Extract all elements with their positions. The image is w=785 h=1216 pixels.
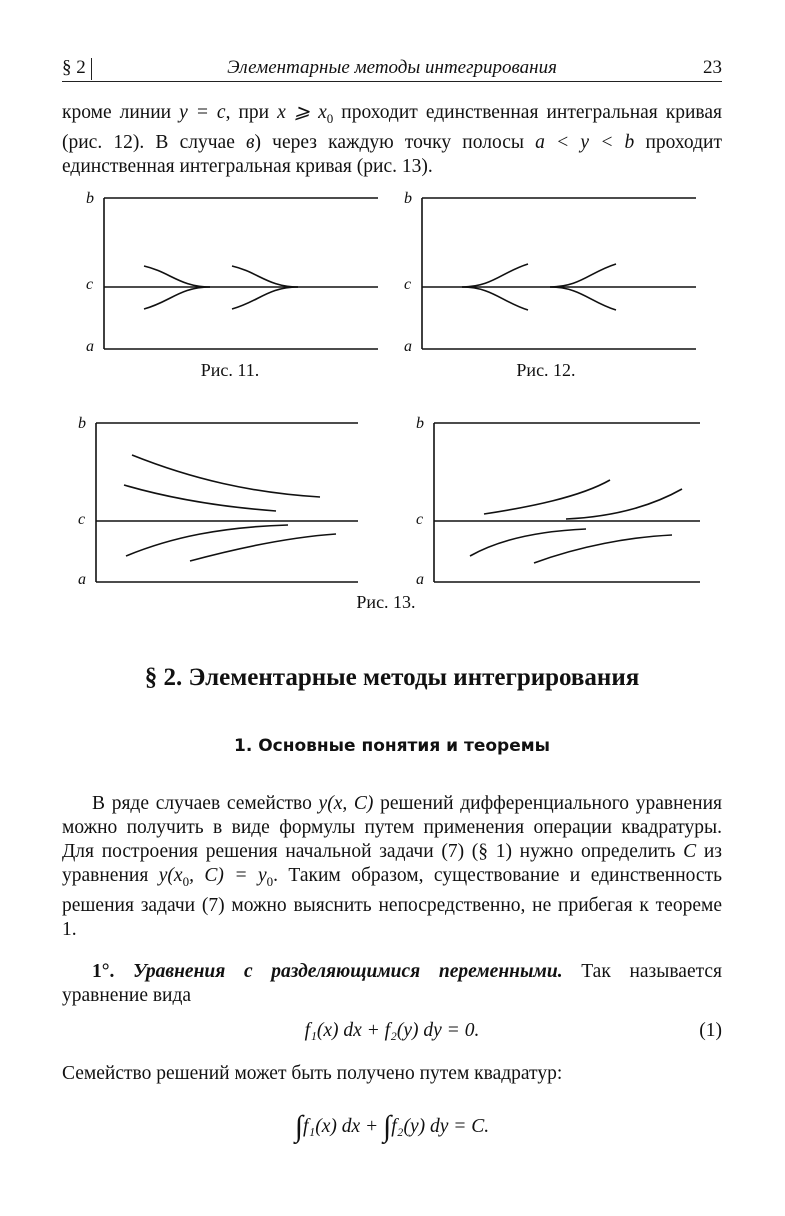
axis-label-b: b	[404, 190, 412, 207]
text-run: В ряде случаев семейство	[92, 793, 319, 814]
axis-label-c: c	[416, 511, 424, 528]
text-run: Так называется уравнение вида	[62, 961, 722, 1006]
integral-sign: ∫	[294, 1110, 304, 1143]
figure-13-caption: Рис. 13.	[356, 592, 416, 612]
subsection-title: 1. Основные понятия и теоремы	[233, 736, 551, 756]
equation-2	[62, 1106, 722, 1150]
axis-label-a: a	[78, 571, 86, 588]
curve	[232, 266, 298, 287]
curve	[550, 287, 616, 310]
text-run: решений дифференциального уравнения можно получить в виде формулы путем применения операции квадратуры. Для построения решения начальной задачи (7) (§ 1) нужно определить	[62, 793, 722, 862]
sentence-after	[62, 1062, 722, 1086]
text-run: кроме линии	[62, 102, 180, 123]
math-run: f₁(x) dx +	[303, 1116, 384, 1137]
axis-label-b: b	[416, 415, 424, 432]
figure-13-right	[410, 413, 710, 593]
equation-1-body: f₁(x) dx + f₂(y) dy = 0.	[304, 1020, 480, 1041]
math-run: y(x, C)	[318, 793, 374, 814]
figure-11-caption: Рис. 11.	[200, 360, 260, 380]
integral-sign: ∫	[383, 1110, 392, 1143]
curve	[550, 264, 616, 287]
header-page-number: 23	[703, 57, 722, 78]
text-run: из уравнения	[62, 841, 723, 886]
axis-label-a: a	[416, 571, 424, 588]
figure-12-caption: Рис. 12.	[516, 360, 576, 380]
figure-12-drawing	[398, 188, 708, 358]
math-sub: 0	[266, 873, 274, 889]
axis-label-b: b	[86, 190, 94, 207]
text-run: проходит единственная интегральная кривая (рис. 13).	[62, 131, 722, 177]
paragraph-1	[62, 792, 722, 942]
axis-label-c: c	[78, 511, 86, 528]
figure-13-left-drawing	[72, 413, 372, 593]
curve	[534, 535, 672, 563]
curve	[566, 489, 682, 519]
math-run: a < y < b	[535, 131, 635, 153]
text-run: проходит единственная интегральная кривая (рис. 12). В случае	[62, 102, 722, 153]
item-marker: 1°.	[92, 961, 115, 982]
text-run: . Таким образом, существование и единственность решения задачи (7) можно выяснить непосредственно, не прибегая к теореме 1.	[62, 865, 722, 940]
curve	[232, 287, 298, 309]
math-run: в	[246, 131, 255, 153]
axis-label-c: c	[404, 276, 412, 293]
text-run: , при	[225, 102, 278, 123]
equation-1-number: (1)	[699, 1020, 722, 1041]
math-run: C	[683, 841, 697, 862]
math-sub: 0	[326, 110, 334, 126]
figure-13-left	[72, 413, 372, 593]
figure-11-drawing	[80, 188, 390, 358]
math-run: f₂(y) dy = C.	[391, 1116, 490, 1137]
math-run: y(x	[158, 865, 183, 886]
curve	[126, 525, 288, 556]
equation-2-body	[62, 1106, 722, 1143]
math-run: x ⩾ x	[277, 102, 327, 123]
axis-label-b: b	[78, 415, 86, 432]
header-running-title: Элементарные методы интегрирования	[227, 57, 557, 78]
curve	[462, 287, 528, 310]
curve	[144, 287, 210, 309]
curve	[144, 266, 210, 287]
curve	[190, 534, 336, 561]
math-run: , C) = y	[189, 865, 267, 886]
math-run: y = c	[179, 102, 226, 123]
text-run: Семейство решений может быть получено путем квадратур:	[62, 1063, 563, 1084]
curve	[132, 455, 320, 497]
axis-label-a: a	[404, 338, 412, 355]
equation-1	[62, 1020, 722, 1046]
axis-label-a: a	[86, 338, 94, 355]
axis-label-c: c	[86, 276, 94, 293]
section-title: § 2. Элементарные методы интегрирования	[144, 664, 640, 691]
curve	[462, 264, 528, 287]
running-header	[62, 55, 722, 82]
figure-13-right-drawing	[410, 413, 710, 593]
figure-12	[398, 188, 708, 358]
item-title: Уравнения с разделяющимися переменными.	[133, 961, 563, 982]
item-1	[62, 960, 722, 1008]
figure-11	[80, 188, 390, 358]
text-run: ) через каждую точку полосы	[254, 131, 536, 153]
math-sub: 0	[182, 873, 190, 889]
header-section: § 2	[62, 57, 86, 78]
curve	[484, 480, 610, 514]
intro-paragraph	[62, 101, 722, 179]
